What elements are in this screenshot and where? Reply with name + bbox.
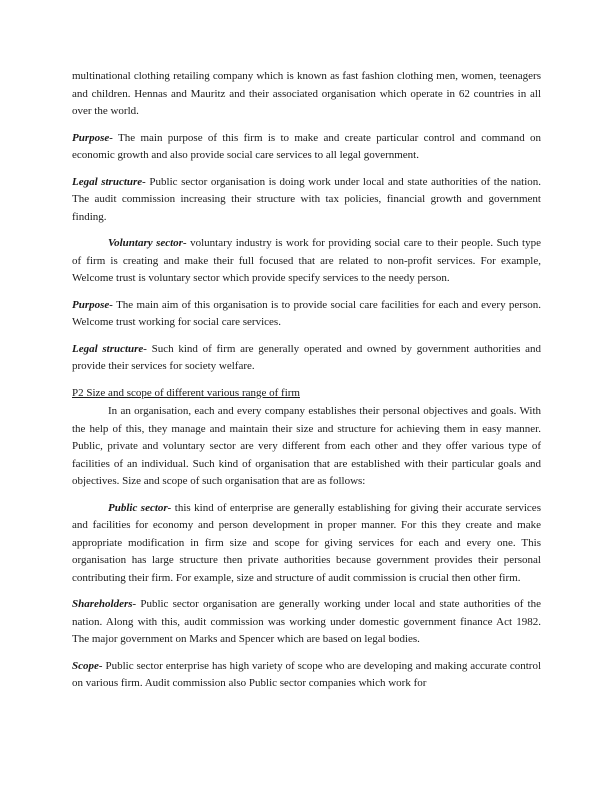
paragraph-shareholders bbox=[72, 596, 541, 649]
paragraph-term: Voluntary sector- bbox=[108, 237, 187, 249]
paragraph-term: Legal structure- bbox=[72, 342, 147, 355]
paragraph-text: Such kind of firm are generally operated and owned by government authorities and provide their services for society welfare. bbox=[72, 342, 541, 372]
paragraph-voluntary-sector bbox=[72, 235, 541, 288]
paragraph-intro-continuation bbox=[72, 68, 541, 121]
paragraph-legal-structure-public bbox=[72, 174, 541, 227]
paragraph-text: this kind of enterprise are generally establishing for giving their accurate services and facilities for economy and person development in proper manner. For this they create and make appropriate modification in firm size and scope for giving services for each and every one. This organisation has large structure then private authorities because government provides their personal contributing their firm. For example, size and structure of audit commission is crucial then other firm. bbox=[72, 501, 541, 584]
paragraph-term: Purpose- bbox=[72, 298, 113, 311]
paragraph-term: Shareholders- bbox=[72, 598, 137, 610]
paragraph-purpose-voluntary bbox=[72, 297, 541, 332]
paragraph-purpose-public bbox=[72, 130, 541, 165]
paragraph-text: Public sector enterprise has high variety of scope who are developing and making accurate control on various firm. Audit commission also Public sector companies which work for bbox=[72, 659, 541, 689]
section-heading bbox=[72, 385, 541, 403]
paragraph-text: The main aim of this organisation is to provide social care facilities for each and every person. Welcome trust working for social care services. bbox=[72, 298, 541, 328]
paragraph-term: Scope- bbox=[72, 659, 103, 672]
paragraph-text: Public sector organisation is doing work under local and state authorities of the nation. The audit commission increasing their structure with tax policies, financial growth and government finding. bbox=[72, 175, 542, 223]
paragraph-text: Public sector organisation are generally working under local and state authorities of the nation. Along with this, audit commission was working under domestic government finance Act 1982. The major government on Marks and Spencer which are based on legal bodies. bbox=[72, 598, 541, 645]
paragraph-legal-structure-voluntary bbox=[72, 341, 541, 376]
paragraph-term: Purpose- bbox=[72, 131, 113, 144]
paragraph-text: multinational clothing retailing company which is known as fast fashion clothing men, women, teenagers and children. Hennas and Mauritz and their associated organisation which operate in 62 countries in all over the world. bbox=[72, 70, 541, 117]
paragraph-scope bbox=[72, 658, 541, 693]
paragraph-text: The main purpose of this firm is to make and create particular control and command on economic growth and also provide social care services to all legal government. bbox=[72, 131, 541, 161]
document-body bbox=[72, 68, 541, 702]
paragraph-size-scope-intro bbox=[72, 403, 541, 491]
paragraph-term: Legal structure- bbox=[72, 175, 146, 188]
paragraph-term: Public sector- bbox=[108, 501, 172, 514]
paragraph-public-sector bbox=[72, 500, 541, 588]
paragraph-text: voluntary industry is work for providing social care to their people. Such type of firm is creating and make their full focused that are related to non-profit services. For example, Welcome trust is voluntary sector which provide specify services to the needy person. bbox=[72, 237, 541, 284]
paragraph-text: In an organisation, each and every company establishes their personal objectives and goals. With the help of this, they manage and maintain their size and structure for achieving them in easy manner. Public, private and voluntary sector are very different from each other and they offer various type of facilities of an individual. Such kind of organisation that are established with their particular goals and objectives. Size and scope of such organisation that are as follows: bbox=[72, 405, 541, 487]
section-heading-text: P2 Size and scope of different various range of firm bbox=[72, 386, 300, 399]
